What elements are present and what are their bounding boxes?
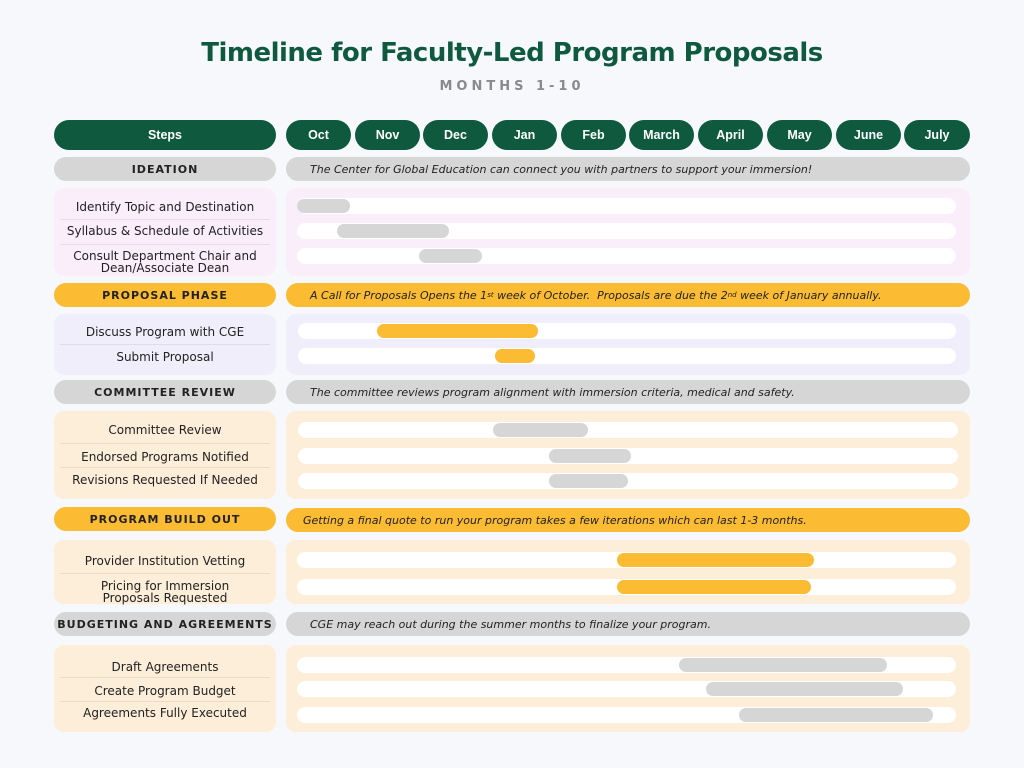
steps-header: Steps — [54, 120, 276, 150]
timeline-track — [298, 448, 958, 464]
page-title: Timeline for Faculty-Led Program Proposals — [201, 38, 823, 68]
timeline-box-ideation — [286, 188, 970, 276]
note-text: A Call for Proposals Opens the 1 — [310, 288, 488, 302]
timeline-box-committee — [286, 411, 970, 499]
note-sup: st — [487, 291, 494, 299]
phase-label-proposal: PROPOSAL PHASE — [54, 283, 276, 307]
timeline-track — [297, 579, 956, 595]
row-divider — [60, 244, 270, 245]
timeline-track — [297, 552, 956, 568]
month-header-march: March — [629, 120, 694, 150]
phase-note-committee: The committee reviews program alignment with immersion criteria, medical and safety. — [286, 380, 970, 404]
step-label: Endorsed Programs Notified — [81, 450, 249, 464]
month-header-june: June — [836, 120, 901, 150]
timeline-track — [297, 248, 956, 264]
page-subtitle: MONTHS 1-10 — [439, 79, 585, 94]
timeline-track — [297, 198, 956, 214]
timeline-track — [298, 348, 956, 364]
timeline-track — [298, 422, 958, 438]
step-label: Submit Proposal — [116, 350, 214, 364]
steps-box-committee — [54, 411, 276, 499]
timeline-track — [298, 473, 958, 489]
timeline-bar — [617, 580, 811, 594]
row-divider — [60, 219, 270, 220]
phase-label-ideation: IDEATION — [54, 157, 276, 181]
timeline-bar — [493, 423, 589, 437]
row-divider — [60, 677, 270, 678]
month-header-dec: Dec — [423, 120, 488, 150]
steps-box-proposal — [54, 314, 276, 375]
row-divider — [60, 443, 270, 444]
month-header-may: May — [767, 120, 832, 150]
month-header-nov: Nov — [355, 120, 420, 150]
phase-note-proposal — [286, 283, 970, 307]
timeline-track — [297, 657, 956, 673]
timeline-bar — [549, 474, 628, 488]
step-label: Syllabus & Schedule of Activities — [66, 224, 264, 238]
timeline-track — [297, 681, 956, 697]
row-divider — [60, 344, 270, 345]
timeline-bar — [297, 199, 350, 213]
timeline-box-build — [286, 540, 970, 604]
row-divider — [60, 467, 270, 468]
phase-note-ideation: The Center for Global Education can connect you with partners to support your immersion! — [286, 157, 970, 181]
row-divider — [60, 701, 270, 702]
month-header-jan: Jan — [492, 120, 557, 150]
month-header-feb: Feb — [561, 120, 626, 150]
month-header-april: April — [698, 120, 763, 150]
note-text: week of January annually. — [736, 288, 882, 302]
timeline-bar — [495, 349, 534, 363]
timeline-bar — [549, 449, 632, 463]
timeline-bar — [419, 249, 482, 263]
step-label: Discuss Program with CGE — [85, 325, 245, 339]
step-label: Committee Review — [108, 423, 222, 437]
note-sup: nd — [727, 291, 737, 299]
steps-box-build — [54, 540, 276, 604]
step-label: Draft Agreements — [111, 660, 219, 674]
timeline-box-budgeting — [286, 645, 970, 732]
phase-label-budgeting: BUDGETING AND AGREEMENTS — [54, 612, 276, 636]
timeline-track — [298, 323, 956, 339]
phase-note-budgeting: CGE may reach out during the summer months to finalize your program. — [286, 612, 970, 636]
timeline-bar — [617, 553, 815, 567]
step-label: Pricing for Immersion Proposals Requested — [100, 579, 230, 605]
timeline-box-proposal — [286, 314, 970, 375]
phase-note-build: Getting a final quote to run your program takes a few iterations which can last 1-3 months. — [286, 508, 970, 532]
timeline-bar — [679, 658, 887, 672]
steps-box-ideation — [54, 188, 276, 276]
phase-label-build: PROGRAM BUILD OUT — [54, 507, 276, 531]
timeline-track — [297, 707, 956, 723]
timeline-track — [297, 223, 956, 239]
step-label: Consult Department Chair and Dean/Associate Dean — [73, 249, 257, 275]
step-label: Provider Institution Vetting — [84, 554, 246, 568]
step-label: Identify Topic and Destination — [75, 200, 255, 214]
note-text: week of October. Proposals are due the 2 — [493, 288, 728, 302]
timeline-bar — [377, 324, 538, 338]
month-header-july: July — [904, 120, 970, 150]
timeline-bar — [706, 682, 904, 696]
timeline-bar — [337, 224, 449, 238]
step-label: Agreements Fully Executed — [83, 706, 247, 720]
step-label: Revisions Requested If Needed — [72, 473, 258, 487]
row-divider — [60, 573, 270, 574]
step-label: Create Program Budget — [94, 684, 236, 698]
phase-label-committee: COMMITTEE REVIEW — [54, 380, 276, 404]
steps-box-budgeting — [54, 645, 276, 732]
timeline-bar — [739, 708, 933, 722]
month-header-oct: Oct — [286, 120, 351, 150]
